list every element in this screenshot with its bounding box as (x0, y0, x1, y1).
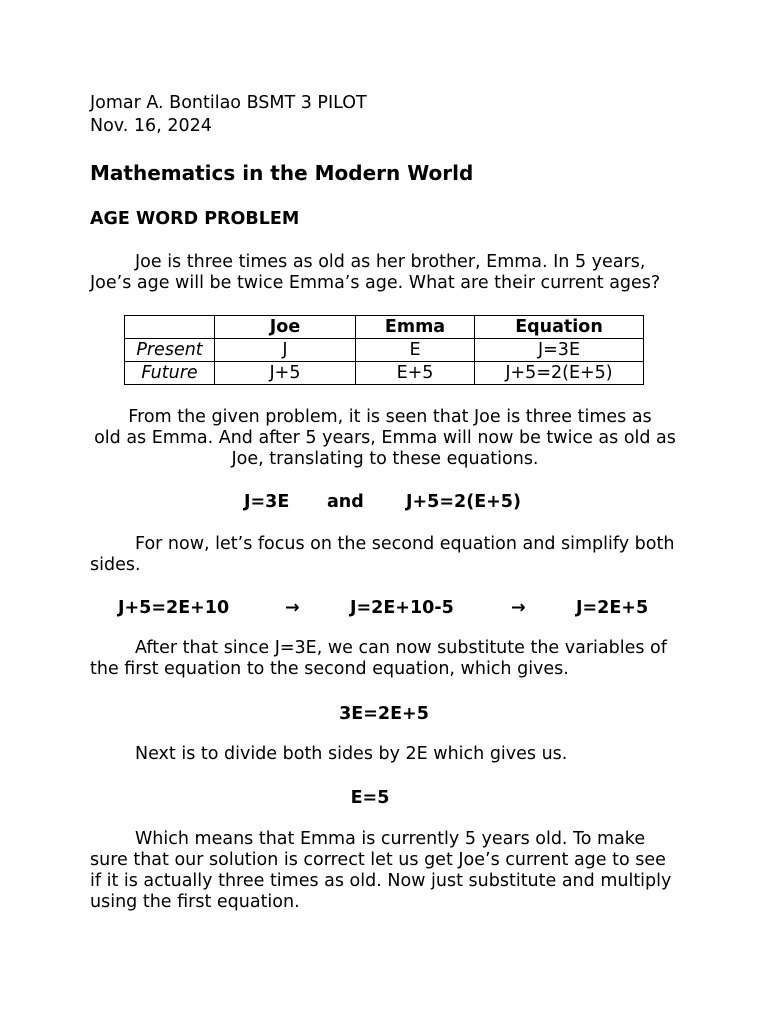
conclusion-line-1-text: Which means that Emma is currently 5 years old. To make (135, 829, 646, 849)
equation-right: J+5=2(E+5) (406, 492, 521, 512)
age-table (124, 315, 644, 385)
table-row (125, 339, 644, 362)
explanation-line-3: Joe, translating to these equations. (231, 449, 539, 469)
arrow-icon: → (285, 598, 300, 618)
equation-left: J=3E (244, 492, 290, 512)
conclusion-line-4: using the first equation. (90, 892, 300, 912)
focus-paragraph (90, 534, 680, 576)
table-cell: E+5 (356, 362, 475, 385)
divide-line-text: Next is to divide both sides by 2E which gives us. (135, 744, 568, 764)
table-row-label: Present (125, 339, 215, 362)
substitute-paragraph (90, 638, 680, 680)
table-header-cell (125, 316, 215, 339)
section-heading: AGE WORD PROBLEM (90, 209, 300, 229)
conclusion-paragraph (90, 829, 680, 913)
conclusion-line-2: sure that our solution is correct let us get Joe’s current age to see (90, 850, 666, 870)
table-row (125, 362, 644, 385)
focus-line-2: sides. (90, 555, 141, 575)
problem-paragraph (90, 252, 680, 294)
equation-joiner: and (327, 492, 364, 512)
problem-line-2: Joe’s age will be twice Emma’s age. What are their current ages? (90, 273, 661, 293)
substitute-line-1 (90, 638, 680, 659)
table-header-cell: Equation (475, 316, 644, 339)
conclusion-line-3: if it is actually three times as old. Now just substitute and multiply (90, 871, 672, 891)
explanation-line-2: old as Emma. And after 5 years, Emma will now be twice as old as (94, 428, 676, 448)
step-1: J+5=2E+10 (118, 598, 230, 618)
divide-line (90, 744, 680, 765)
explanation-paragraph (90, 407, 680, 470)
problem-line-1 (90, 252, 680, 273)
table-cell: J+5 (215, 362, 356, 385)
author-line: Jomar A. Bontilao BSMT 3 PILOT (90, 93, 367, 113)
table-cell: J=3E (475, 339, 644, 362)
table-cell: J (215, 339, 356, 362)
substitute-line-2: the first equation to the second equation, which gives. (90, 659, 569, 679)
focus-line-1 (90, 534, 680, 555)
divide-paragraph (90, 744, 680, 765)
equation-substituted: 3E=2E+5 (339, 704, 429, 724)
table-header-cell: Joe (215, 316, 356, 339)
step-2: J=2E+10-5 (350, 598, 454, 618)
date-line: Nov. 16, 2024 (90, 116, 212, 136)
arrow-icon: → (511, 598, 526, 618)
explanation-line-1-text: From the given problem, it is seen that Joe is three times as (128, 407, 652, 427)
document-title: Mathematics in the Modern World (90, 161, 474, 185)
table-cell: J+5=2(E+5) (475, 362, 644, 385)
conclusion-line-1 (90, 829, 680, 850)
explanation-line-1 (90, 407, 680, 428)
table-row-label: Future (125, 362, 215, 385)
focus-line-1-text: For now, let’s focus on the second equation and simplify both (135, 534, 675, 554)
table-header-cell: Emma (356, 316, 475, 339)
step-3: J=2E+5 (576, 598, 649, 618)
equation-result: E=5 (350, 788, 390, 808)
substitute-line-1-text: After that since J=3E, we can now substitute the variables of (135, 638, 667, 658)
problem-line-1-text: Joe is three times as old as her brother, Emma. In 5 years, (135, 252, 646, 272)
table-header-row (125, 316, 644, 339)
table-cell: E (356, 339, 475, 362)
